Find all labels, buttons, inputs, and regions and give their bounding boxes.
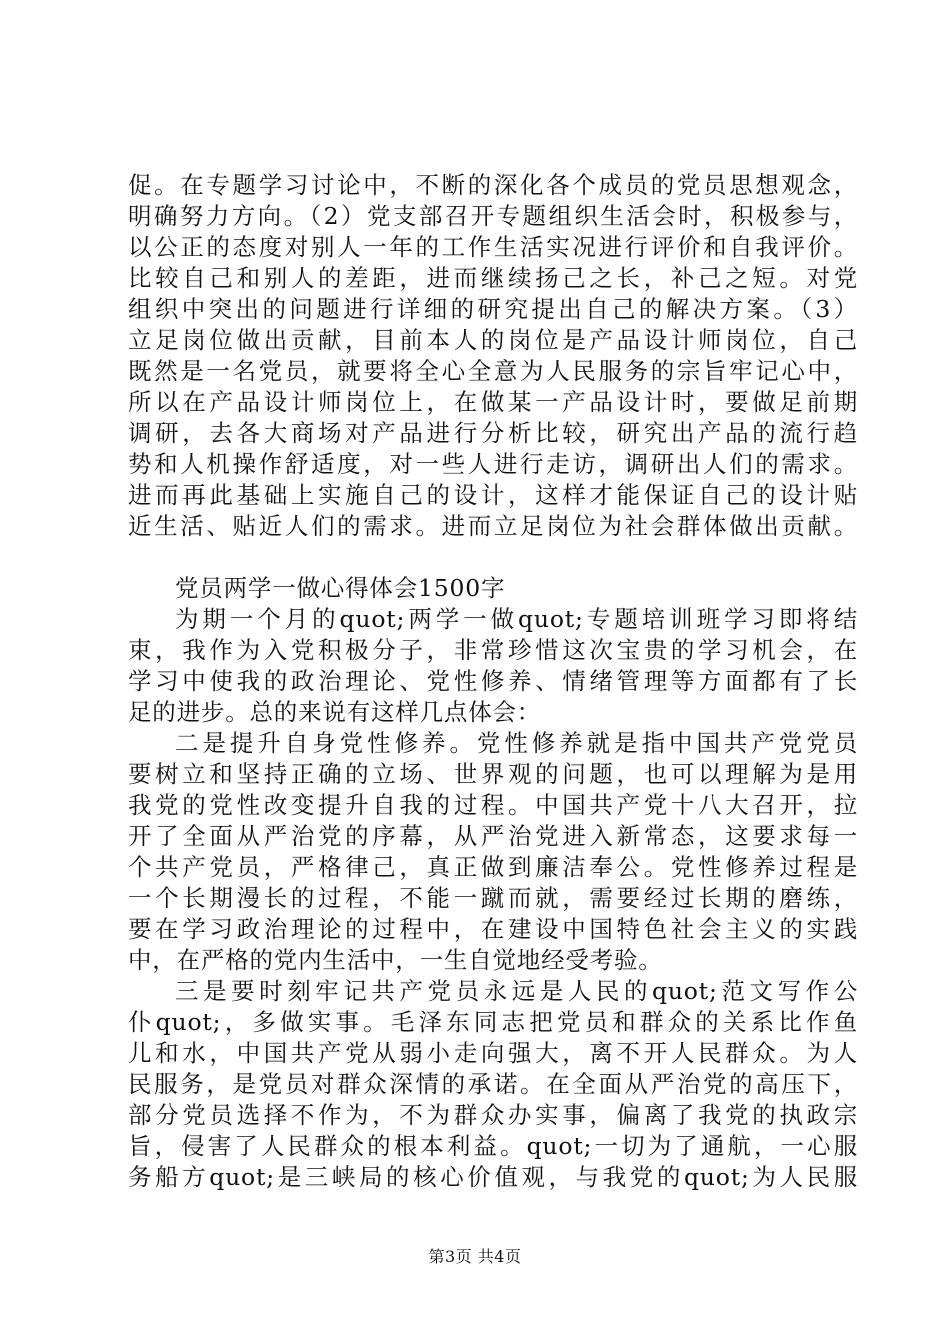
text-line: 仆quot;，多做实事。毛泽东同志把党员和群众的关系比作鱼 — [128, 1008, 858, 1036]
text-line: 三是要时刻牢记共产党员永远是人民的quot;范文写作公 — [175, 977, 858, 1005]
text-line: 要在学习政治理论的过程中，在建设中国特色社会主义的实践 — [128, 915, 858, 943]
text-line: 部分党员选择不作为，不为群众办实事，偏离了我党的执政宗 — [128, 1101, 858, 1129]
text-line: 务船方quot;是三峡局的核心价值观，与我党的quot;为人民服 — [128, 1163, 858, 1191]
text-line: 民服务，是党员对群众深情的承诺。在全面从严治党的高压下， — [128, 1070, 858, 1098]
text-line: 二是提升自身党性修养。党性修养就是指中国共产党党员 — [175, 729, 858, 757]
text-line: 束，我作为入党积极分子，非常珍惜这次宝贵的学习机会，在 — [128, 636, 858, 664]
paragraph-1 — [128, 604, 858, 728]
text-line: 进而再此基础上实施自己的设计，这样才能保证自己的设计贴 — [128, 481, 858, 509]
text-line: 要树立和坚持正确的立场、世界观的问题，也可以理解为是用 — [128, 760, 858, 788]
text-line: 既然是一名党员，就要将全心全意为人民服务的宗旨牢记心中， — [128, 357, 858, 385]
blank-line — [128, 542, 858, 573]
paragraph-3 — [128, 976, 858, 1193]
paragraph-continuation — [128, 170, 858, 542]
text-line: 旨，侵害了人民群众的根本利益。quot;一切为了通航，一心服 — [128, 1132, 858, 1160]
text-line: 立足岗位做出贡献，目前本人的岗位是产品设计师岗位，自己 — [128, 326, 858, 354]
text-line: 促。在专题学习讨论中，不断的深化各个成员的党员思想观念， — [128, 171, 858, 199]
text-line: 组织中突出的问题进行详细的研究提出自己的解决方案。（3） — [128, 295, 858, 323]
text-line: 为期一个月的quot;两学一做quot;专题培训班学习即将结 — [175, 605, 858, 633]
text-line: 学习中使我的政治理论、党性修养、情绪管理等方面都有了长 — [128, 667, 858, 695]
text-line: 儿和水，中国共产党从弱小走向强大，离不开人民群众。为人 — [128, 1039, 858, 1067]
text-line: 调研，去各大商场对产品进行分析比较，研究出产品的流行趋 — [128, 419, 858, 447]
text-line: 明确努力方向。（2）党支部召开专题组织生活会时，积极参与， — [128, 202, 858, 230]
section-title: 党员两学一做心得体会1500字 — [175, 574, 506, 602]
text-line: 足的进步。总的来说有这样几点体会： — [128, 698, 542, 726]
text-line: 势和人机操作舒适度，对一些人进行走访，调研出人们的需求。 — [128, 450, 858, 478]
text-line: 近生活、贴近人们的需求。进而立足岗位为社会群体做出贡献。 — [128, 512, 858, 540]
text-line: 所以在产品设计师岗位上，在做某一产品设计时，要做足前期 — [128, 388, 858, 416]
page-number-footer: 第3页 共4页 — [428, 1247, 522, 1266]
text-line: 中，在严格的党内生活中，一生自觉地经受考验。 — [128, 946, 663, 974]
text-line: 开了全面从严治党的序幕，从严治党进入新常态，这要求每一 — [128, 822, 858, 850]
text-line: 我党的党性改变提升自我的过程。中国共产党十八大召开，拉 — [128, 791, 858, 819]
text-line: 一个长期漫长的过程，不能一蹴而就，需要经过长期的磨练， — [128, 884, 858, 912]
text-line: 以公正的态度对别人一年的工作生活实况进行评价和自我评价。 — [128, 233, 858, 261]
text-line: 比较自己和别人的差距，进而继续扬己之长，补己之短。对党 — [128, 264, 858, 292]
text-line: 个共产党员，严格律己，真正做到廉洁奉公。党性修养过程是 — [128, 853, 858, 881]
paragraph-2 — [128, 728, 858, 976]
body-text — [128, 170, 858, 1193]
